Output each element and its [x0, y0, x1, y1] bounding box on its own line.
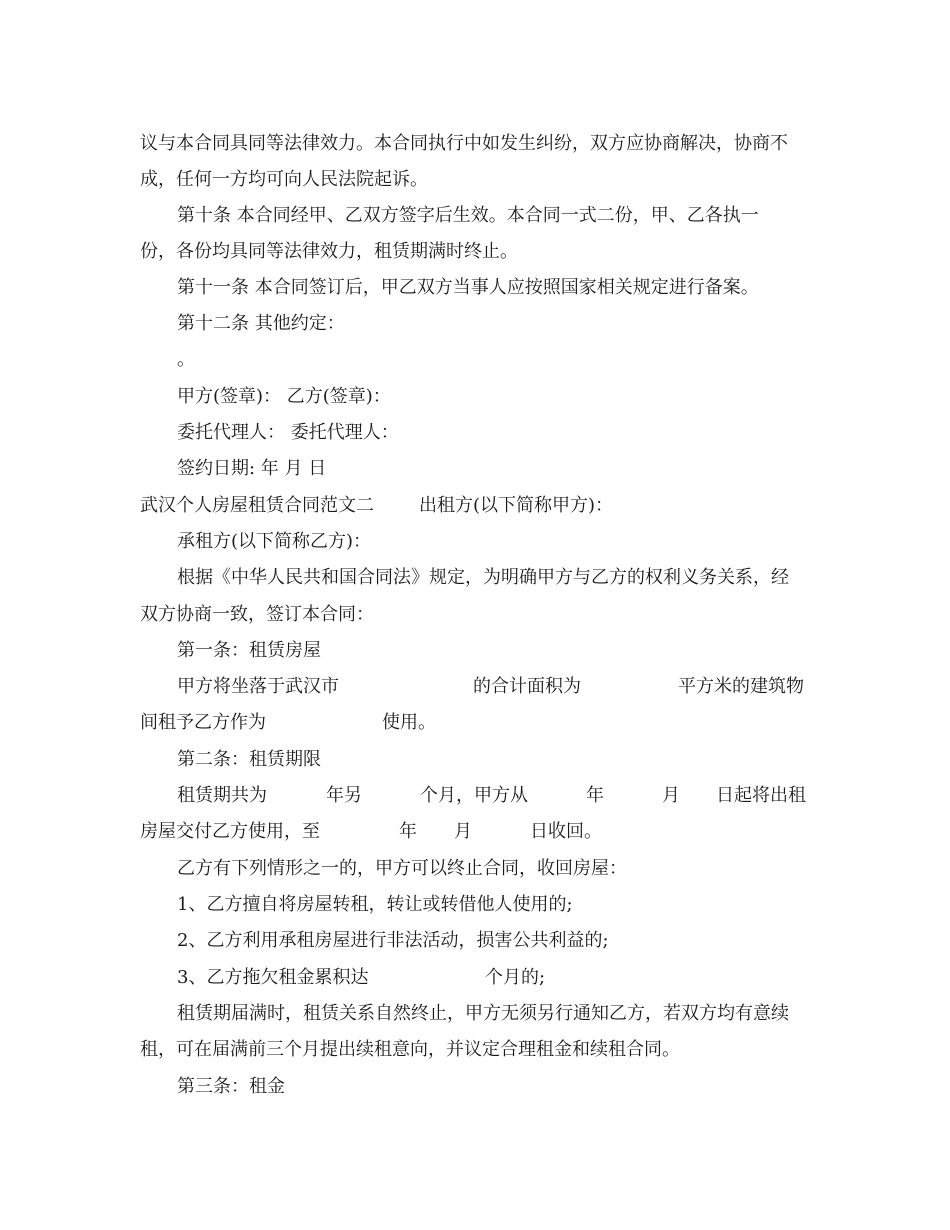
lessee-label: 承租方(以下简称乙方)： — [177, 531, 372, 552]
signature-line: 甲方(签章)： 乙方(签章)： — [177, 386, 391, 407]
text-line: 甲方将坐落于武汉市 的合计面积为 平方米的建筑物 — [177, 676, 804, 697]
list-item: 2、乙方利用承租房屋进行非法活动，损害公共利益的; — [177, 930, 609, 951]
agent-line: 委托代理人： 委托代理人： — [177, 422, 399, 443]
article-1-heading: 第一条：租赁房屋 — [177, 640, 321, 661]
sign-date-line: 签约日期: 年 月 日 — [177, 458, 327, 479]
text-line: 间租予乙方作为 使用。 — [140, 712, 436, 733]
list-item: 1、乙方擅自将房屋转租，转让或转借他人使用的; — [177, 894, 573, 915]
text-line: 租赁期共为 年另 个月，甲方从 年 月 日起将出租 — [177, 785, 806, 806]
text-line: 根据《中华人民共和国合同法》规定，为明确甲方与乙方的权利义务关系，经 — [177, 567, 789, 588]
text-line: 乙方有下列情形之一的，甲方可以终止合同，收回房屋： — [177, 858, 627, 879]
text-line: 双方协商一致，签订本合同： — [140, 604, 374, 625]
article-3-heading: 第三条：租金 — [177, 1076, 285, 1097]
text-line: 成，任何一方均可向人民法院起诉。 — [140, 169, 428, 190]
clause-10: 第十条 本合同经甲、乙双方签字后生效。本合同一式二份，甲、乙各执一 — [177, 205, 759, 226]
list-item: 3、乙方拖欠租金累积达 个月的; — [177, 967, 546, 988]
text-line: 房屋交付乙方使用，至 年 月 日收回。 — [140, 821, 602, 842]
text-line: 租，可在届满前三个月提出续租意向，并议定合理租金和续租合同。 — [140, 1039, 680, 1060]
text-line: 议与本合同具同等法律效力。本合同执行中如发生纠纷，双方应协商解决，协商不 — [140, 133, 788, 154]
lessor-label: 出租方(以下简称甲方)： — [419, 495, 614, 516]
text-line: 。 — [177, 349, 195, 370]
text-line: 份，各份均具同等法律效力，租赁期满时终止。 — [140, 241, 518, 262]
clause-11: 第十一条 本合同签订后，甲乙双方当事人应按照国家相关规定进行备案。 — [177, 277, 759, 298]
section-heading — [140, 488, 820, 524]
article-2-heading: 第二条：租赁期限 — [177, 749, 321, 770]
text-line: 租赁期届满时，租赁关系自然终止，甲方无须另行通知乙方，若双方均有意续 — [177, 1003, 789, 1024]
contract-title: 武汉个人房屋租赁合同范文二 — [140, 495, 374, 516]
clause-12: 第十二条 其他约定： — [177, 313, 345, 334]
